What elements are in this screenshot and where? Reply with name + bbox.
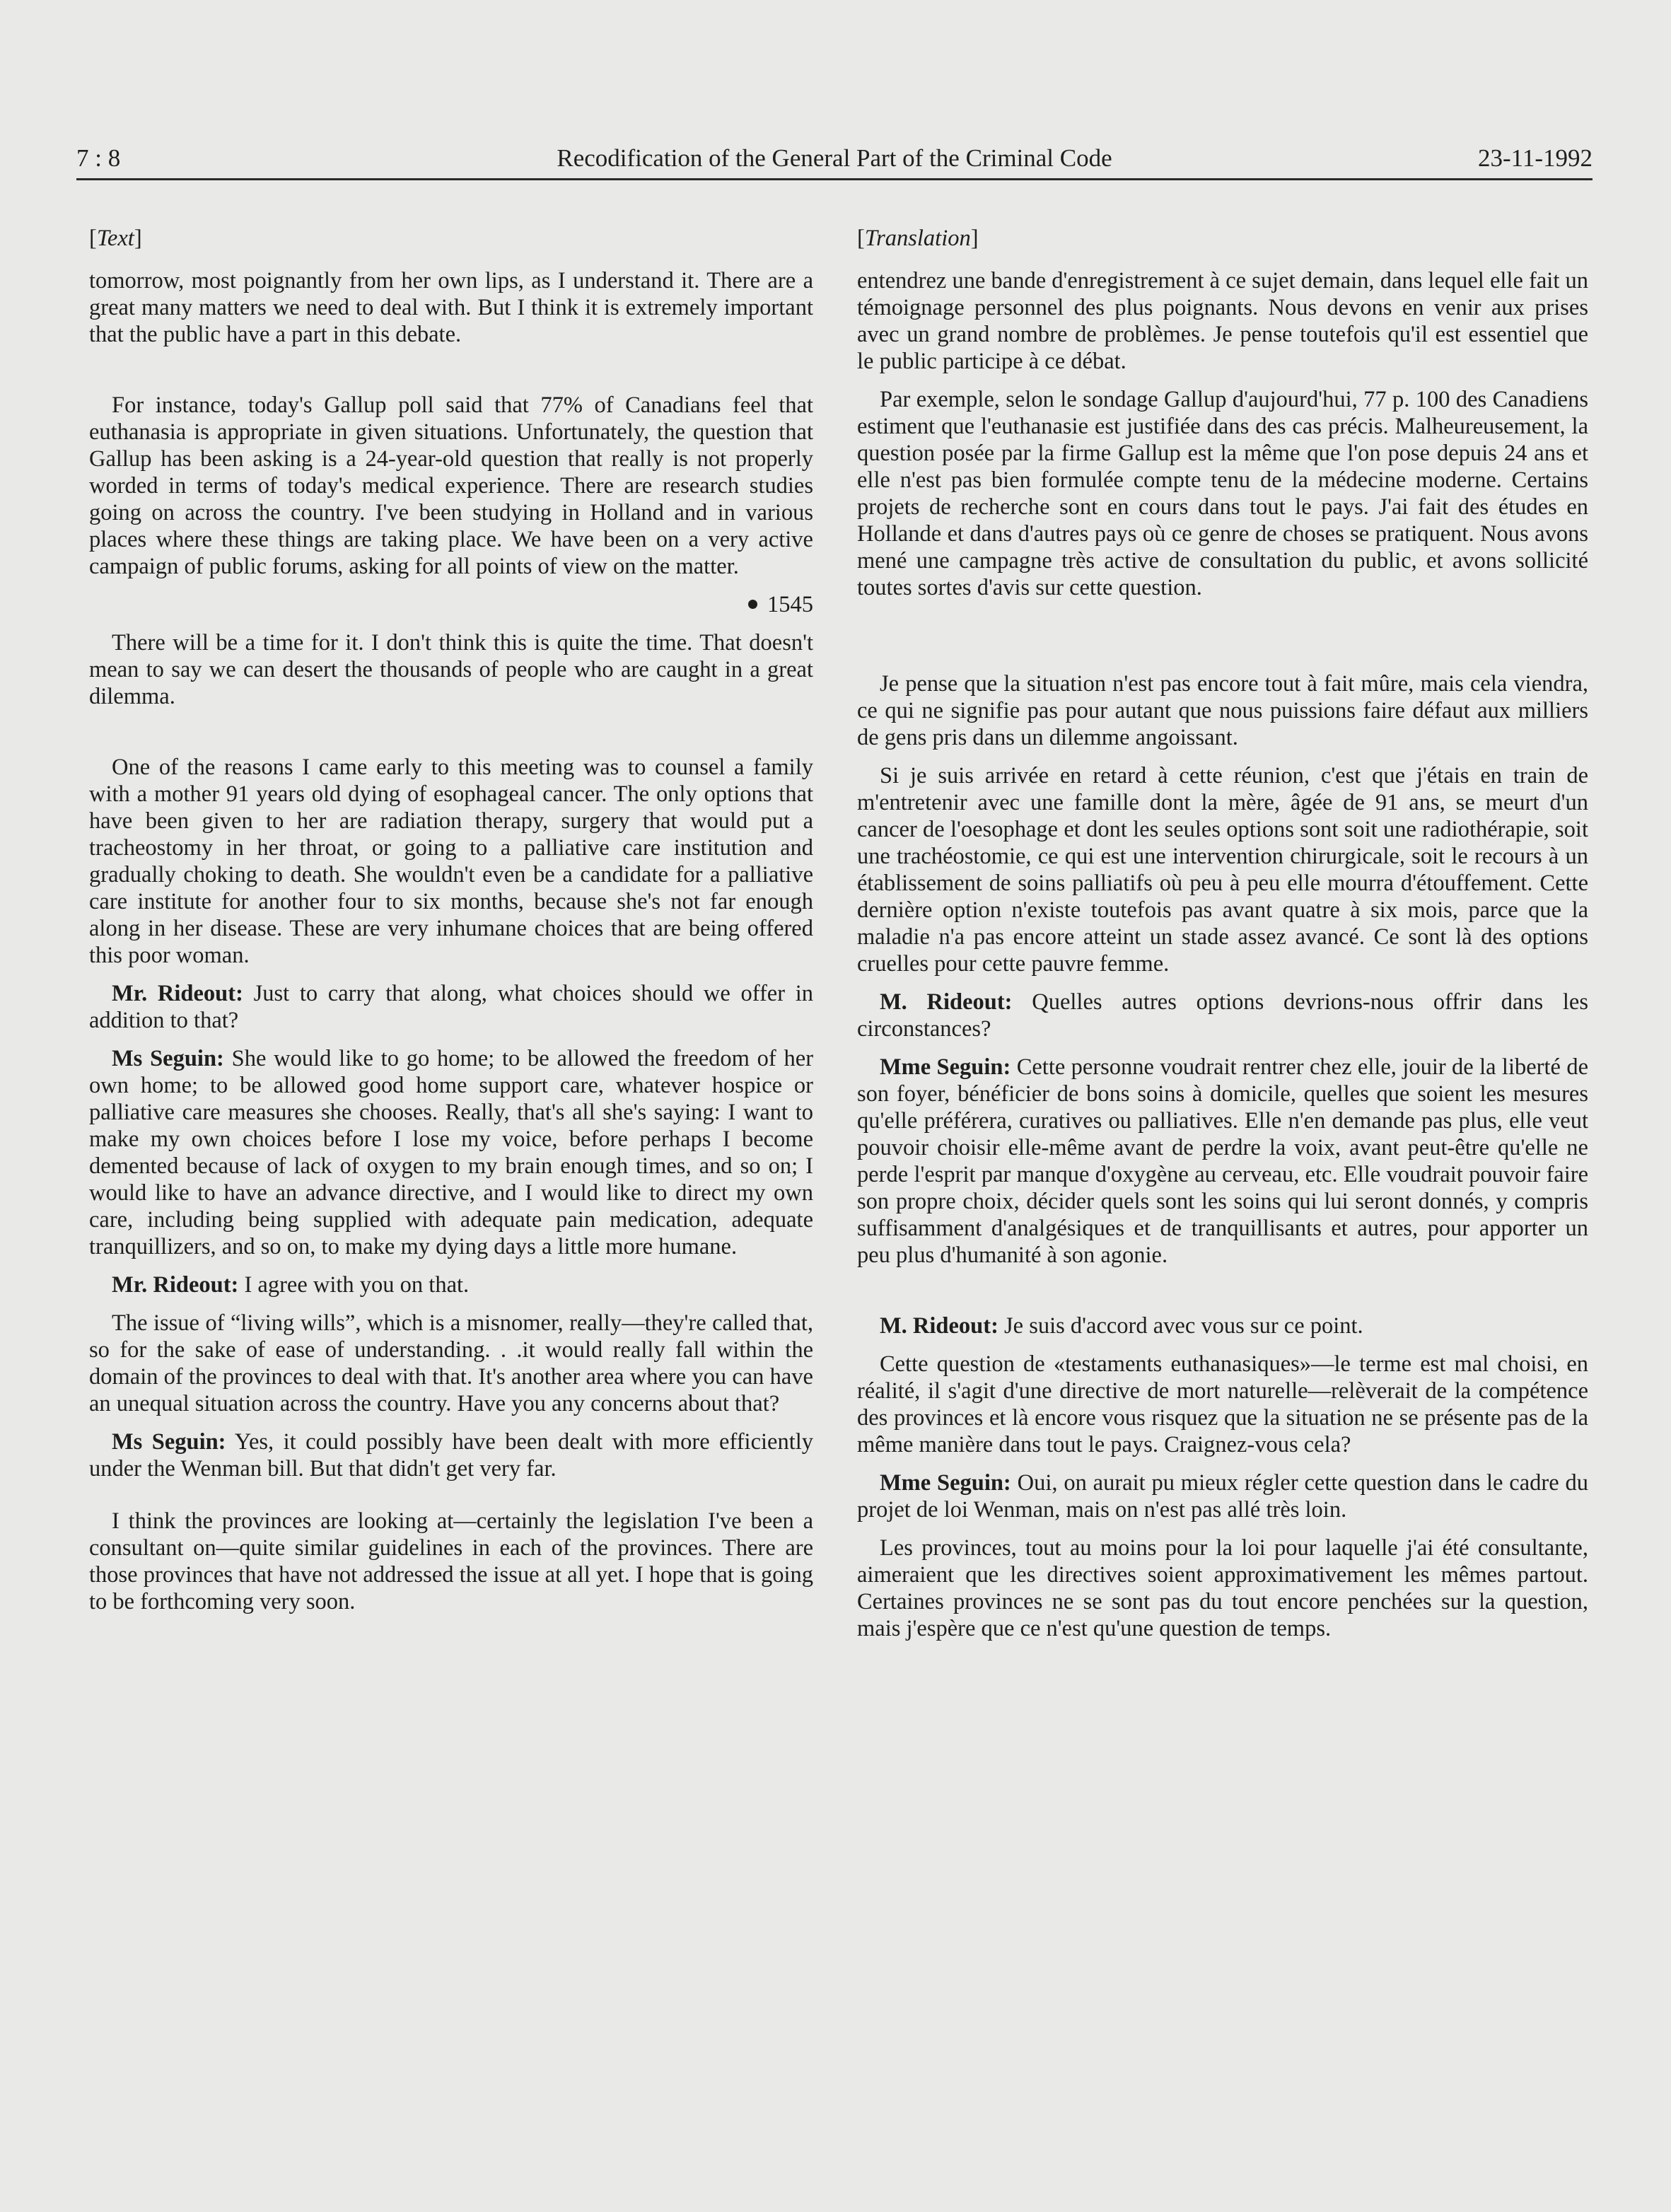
paragraph: tomorrow, most poignantly from her own lips, as I understand it. There are a great many matters we need to deal with. But I think it is extremely important that the public have a part in this debate. [89, 268, 813, 347]
english-column [89, 225, 813, 1626]
document-date: 23-11-1992 [1477, 144, 1593, 172]
paragraph: I think the provinces are looking at—certainly the legislation I've been a consultant on—quite similar guidelines in each of the provinces. There are those provinces that have not addressed the issue at all yet. I hope that is going to be forthcoming very soon. [89, 1508, 813, 1614]
speaker-name: Mr. Rideout: [112, 981, 243, 1006]
speaker-paragraph: Mme Seguin: Oui, on aurait pu mieux régler cette question dans le cadre du projet de loi Wenman, mais on n'est pas allé très loin. [857, 1470, 1588, 1523]
speaker-paragraph: Mr. Rideout: Just to carry that along, what choices should we offer in addition to that? [89, 981, 814, 1033]
page-number: 7 : 8 [76, 144, 121, 172]
time-mark: 1545 [89, 591, 813, 618]
paragraph: Cette question de «testaments euthanasiques»—le terme est mal choisi, en réalité, il s'agit d'une directive de mort naturelle—relèverait de la compétence des provinces et là encore vous risquez que la situation ne se présente pas de la même manière dans tout le pays. Craignez-vous cela? [857, 1351, 1588, 1457]
speaker-paragraph: Ms Seguin: She would like to go home; to be allowed the freedom of her own home; to be allowed good home support care, whatever hospice or palliative care measures she chooses. Really, that's all she's saying: I want to make my own choices before I lose my voice, before perhaps I become demented because of lack of oxygen to my brain enough times, and so on; I would like to have an advance directive, and I would like to direct my own care, including being supplied with adequate pain medication, adequate tranquillizers, and so on, to make my dying days a little more humane. [89, 1046, 814, 1259]
speaker-paragraph: M. Rideout: Je suis d'accord avec vous sur ce point. [880, 1313, 1363, 1339]
speaker-name: Mme Seguin: [880, 1470, 1011, 1496]
paragraph: entendrez une bande d'enregistrement à ce sujet demain, dans lequel elle fait un témoignage personnel des plus poignants. Nous devons en venir aux prises avec un grand nombre de problèmes. Je pense toutefois qu'il est essentiel que le public participe à ce débat. [857, 268, 1588, 374]
speaker-paragraph: Mr. Rideout: I agree with you on that. [112, 1272, 470, 1298]
text-label: [ Text ] [89, 225, 813, 252]
speaker-name: Mme Seguin: [880, 1054, 1011, 1080]
paragraph: The issue of “living wills”, which is a misnomer, really—they're called that, so for the sake of ease of understanding. . .it would really fall within the domain of the provinces to deal with that. It's another area where you can have an unequal situation across the country. Have you any concerns about that? [89, 1310, 813, 1416]
paragraph: One of the reasons I came early to this meeting was to counsel a family with a mother 91 years old dying of esophageal cancer. The only options that have been given to her are radiation therapy, surgery that would put a tracheostomy in her throat, or going to a palliative care institution and gradually choking to death. She wouldn't even be a candidate for a palliative care institute for another four to six months, because she's not far enough along in her disease. These are very inhumane choices that are being offered this poor woman. [89, 755, 813, 968]
paragraph: Si je suis arrivée en retard à cette réunion, c'est que j'étais en train de m'entretenir avec une famille dont la mère, âgée de 91 ans, se meurt d'un cancer de l'oesophage et dont les seules options sont soit une radiothérapie, soit une trachéostomie, ce qui est une intervention chirurgicale, soit le recours à un établissement de soins palliatifs où peu à peu elle mourra d'étouffement. Cette dernière option n'existe toutefois pas avant quatre à six mois, parce que la maladie n'a pas encore atteint un stade assez avancé. Ce sont là des options cruelles pour cette pauvre femme. [857, 763, 1588, 977]
speaker-name: Ms Seguin: [112, 1429, 226, 1455]
paragraph: Par exemple, selon le sondage Gallup d'aujourd'hui, 77 p. 100 des Canadiens estiment que l'euthanasie est justifiée dans des cas précis. Malheureusement, la question posée par la firme Gallup est la même que l'on pose depuis 24 ans et elle n'est pas bien formulée compte tenu de la médecine moderne. Certains projets de recherche sont en cours dans tout le pays. J'ai fait des études en Hollande et dans d'autres pays où ce genre de choses se pratiquent. Nous avons mené une campagne très active de consultation du public, et avons sollicité toutes sortes d'avis sur cette question. [857, 387, 1588, 600]
paragraph: For instance, today's Gallup poll said that 77% of Canadians feel that euthanasia is appropriate in given situations. Unfortunately, the question that Gallup has been asking is a 24-year-old question that really is not properly worded in terms of today's medical experience. There are research studies going on across the country. I've been studying in Holland and in various places where these things are taking place. We have been on a very active campaign of public forums, asking for all points of view on the matter. [89, 392, 813, 579]
speaker-paragraph: Ms Seguin: Yes, it could possibly have been dealt with more efficiently under the Wenman bill. But that didn't get very far. [89, 1429, 814, 1482]
running-header [76, 141, 1593, 175]
paragraph: Je pense que la situation n'est pas encore tout à fait mûre, mais cela viendra, ce qui ne signifie pas pour autant que nous puissions faire défaut aux milliers de gens pris dans un dilemme angoissant. [857, 671, 1588, 750]
paragraph: Les provinces, tout au moins pour la loi pour laquelle j'ai été consultante, aimeraient que les directives soient approximativement les mêmes partout. Certaines provinces ne se sont pas du tout encore penchées sur la question, mais j'espère que ce n'est qu'une question de temps. [857, 1535, 1588, 1641]
paragraph: There will be a time for it. I don't think this is quite the time. That doesn't mean to say we can desert the thousands of people who are caught in a great dilemma. [89, 630, 813, 709]
french-column [857, 225, 1588, 1653]
speaker-paragraph: Mme Seguin: Cette personne voudrait rentrer chez elle, jouir de la liberté de son foyer, bénéficier de bons soins à domicile, quelles que soient les mesures qu'elle préférera, curatives ou palliatives. Elle n'en demande pas plus, elle veut pouvoir choisir elle-même avant de perdre la voix, avant peut-être qu'elle ne perde l'esprit par manque d'oxygène au cerveau, etc. Elle voudrait pouvoir faire son propre choix, décider quels sont les soins qui lui seront donnés, y compris suffisamment d'analgésiques et de tranquillisants et autres, pour apporter un peu plus d'humanité à son agonie. [857, 1054, 1588, 1268]
header-rule [76, 178, 1593, 180]
translation-label: [ Translation ] [857, 225, 1588, 252]
bullet-icon [748, 600, 757, 609]
document-title: Recodification of the General Part of the Criminal Code [557, 144, 1112, 172]
speaker-name: Mr. Rideout: [112, 1272, 239, 1298]
speaker-name: Ms Seguin: [112, 1046, 224, 1071]
speaker-paragraph: M. Rideout: Quelles autres options devrions-nous offrir dans les circonstances? [857, 989, 1588, 1042]
speaker-name: M. Rideout: [880, 1313, 998, 1339]
speaker-name: M. Rideout: [880, 989, 1013, 1015]
